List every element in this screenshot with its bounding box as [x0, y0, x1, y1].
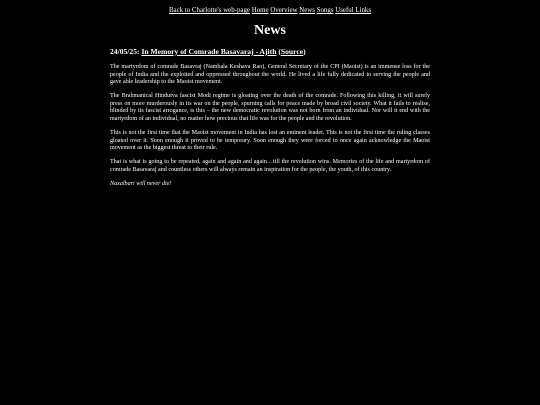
- nav-link-back[interactable]: Back to Charlotte's web-page: [168, 7, 250, 14]
- article-paragraph: That is what is going to be repeated, again and again and again…till the revolution wins. Memories of the life and martyrdom of comrade Basavaraj and countless others will always remain an inspiration for the people, the youth, of this country.: [110, 159, 430, 174]
- article-paragraph: The Brahmanical Hindutva fascist Modi regime is gloating over the death of the comrade. Following this killing, it will surely press on more murderously in its war on the people, spurning calls for peace made by broad civil society. What it fails to realise, blinded by its fascist arrogance, is this – the new democratic revolution was not born from an individual. Nor will it end with the martyrdom of an individual, no matter how precious that life was for the people and the revolution.: [110, 93, 430, 123]
- article-source-link[interactable]: Source: [280, 47, 304, 56]
- nav-link-useful-links[interactable]: Useful Links: [335, 7, 372, 14]
- news-article: [110, 47, 430, 189]
- top-navigation: [0, 6, 540, 15]
- source-open-paren: (: [278, 47, 281, 56]
- article-title: [110, 47, 430, 57]
- nav-link-home[interactable]: Home: [251, 7, 269, 14]
- article-paragraph: This is not the first time that the Maoist movement in India has lost an eminent leader. This is not the first time the ruling classes gloated over it. Soon enough it proved to be temporary. Soon enough they were forced to once again acknowledge the Maoist movement as the biggest threat to their rule.: [110, 130, 430, 152]
- article-closing-slogan: Naxalbari will never die!: [110, 181, 172, 188]
- nav-link-news[interactable]: News: [299, 7, 315, 14]
- article-title-link[interactable]: In Memory of Comrade Basavaraj - Ajith: [141, 47, 277, 56]
- article-date: 24/05/25:: [110, 47, 140, 56]
- nav-link-overview[interactable]: Overview: [270, 7, 298, 14]
- source-close-paren: ): [303, 47, 306, 56]
- nav-link-songs[interactable]: Songs: [316, 7, 334, 14]
- page-title: News: [254, 23, 286, 38]
- article-paragraph: The martyrdom of comrade Basavraj (Nambala Keshava Rao), General Secretary of the CPI (Maoist) is an immense loss for the people of India and the exploited and oppressed throughout the world. He lived a life fully dedicated to serving the people and gave able leadership to the Maoist movement.: [110, 64, 430, 86]
